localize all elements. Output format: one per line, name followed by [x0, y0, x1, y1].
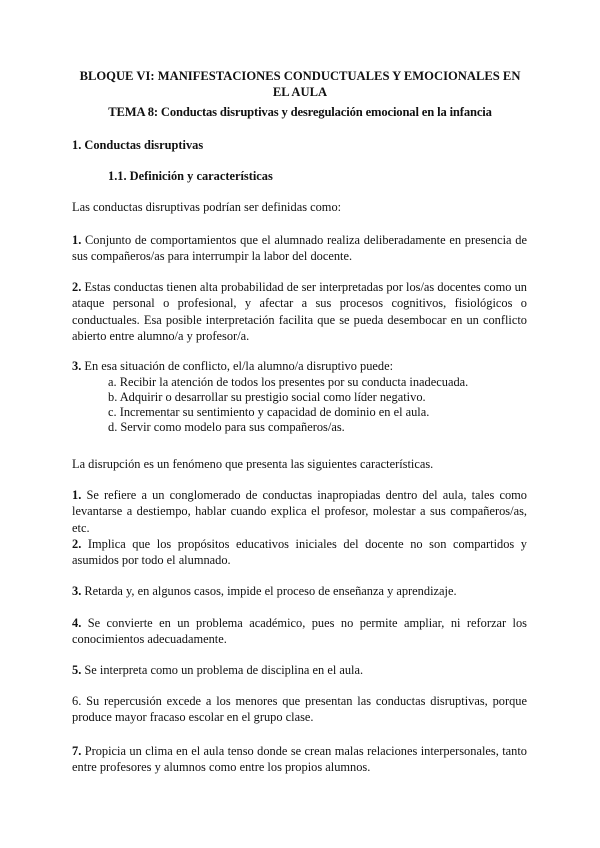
- definition-point: [72, 232, 527, 265]
- point-text: Su repercusión excede a los menores que presentan las conductas disruptivas, porque produce mayor fracaso escolar en el grupo clase.: [72, 694, 527, 725]
- characteristic-item: [72, 662, 527, 678]
- point-number: 5.: [72, 663, 82, 677]
- point-number: 1.: [72, 233, 82, 247]
- definition-point: [72, 358, 527, 374]
- point-number: 3.: [72, 359, 82, 373]
- point-number: 3.: [72, 584, 82, 598]
- point-number: 7.: [72, 744, 82, 758]
- block-title: BLOQUE VI: MANIFESTACIONES CONDUCTUALES Y EMOCIONALES EN EL AULA: [79, 69, 521, 99]
- point-number: 6.: [72, 694, 82, 708]
- point-text: Se refiere a un conglomerado de conductas inapropiadas dentro del aula, tales como levantarse a destiempo, hablar cuando explica el profesor, molestar a sus compañeros/as, etc.: [72, 488, 527, 535]
- characteristic-item: [72, 536, 527, 569]
- definition-intro: Las conductas disruptivas podrían ser definidas como:: [72, 200, 342, 214]
- definition-point: [72, 279, 527, 345]
- subsection-heading: 1.1. Definición y características: [108, 169, 273, 183]
- point-text: Conjunto de comportamientos que el alumnado realiza deliberadamente en presencia de sus compañeros/as para interrumpir la labor del docente.: [72, 233, 527, 264]
- point-number: 2.: [72, 280, 82, 294]
- characteristic-item: [72, 693, 527, 726]
- sub-item: c. Incrementar su sentimiento y capacidad de dominio en el aula.: [108, 405, 430, 419]
- topic-title: TEMA 8: Conductas disruptivas y desregulación emocional en la infancia: [108, 105, 492, 119]
- point-text: Implica que los propósitos educativos iniciales del docente no son compartidos y asumidos por todo el alumnado.: [72, 537, 527, 568]
- characteristic-item: [72, 583, 527, 599]
- point-text: En esa situación de conflicto, el/la alumno/a disruptivo puede:: [84, 359, 394, 373]
- point-number: 4.: [72, 616, 82, 630]
- characteristics-intro: La disrupción es un fenómeno que presenta las siguientes características.: [72, 457, 434, 471]
- point-text: Se interpreta como un problema de disciplina en el aula.: [84, 663, 364, 677]
- point-number: 1.: [72, 488, 82, 502]
- point-number: 2.: [72, 537, 82, 551]
- characteristic-item: [72, 615, 527, 648]
- point-text: Retarda y, en algunos casos, impide el proceso de enseñanza y aprendizaje.: [84, 584, 457, 598]
- sub-item: b. Adquirir o desarrollar su prestigio social como líder negativo.: [108, 390, 426, 404]
- sub-item: a. Recibir la atención de todos los presentes por su conducta inadecuada.: [108, 375, 469, 389]
- point-text: Se convierte en un problema académico, pues no permite ampliar, ni reforzar los conocimientos adecuadamente.: [72, 616, 527, 647]
- point-text: Estas conductas tienen alta probabilidad de ser interpretadas por los/as docentes como un ataque personal o profesional, y afectar a sus procesos cognitivos, fisiológicos o conductuales. Esa posible interpretación facilita que se pueda desembocar en un conflicto abierto entre alumno/a y profesor/a.: [72, 280, 527, 344]
- characteristic-item: [72, 487, 527, 536]
- sub-item: d. Servir como modelo para sus compañeros/as.: [108, 420, 345, 434]
- point-text: Propicia un clima en el aula tenso donde se crean malas relaciones interpersonales, tanto entre profesores y alumnos como entre los propios alumnos.: [72, 744, 527, 775]
- section-heading: 1. Conductas disruptivas: [72, 138, 204, 152]
- characteristic-item: [72, 743, 527, 776]
